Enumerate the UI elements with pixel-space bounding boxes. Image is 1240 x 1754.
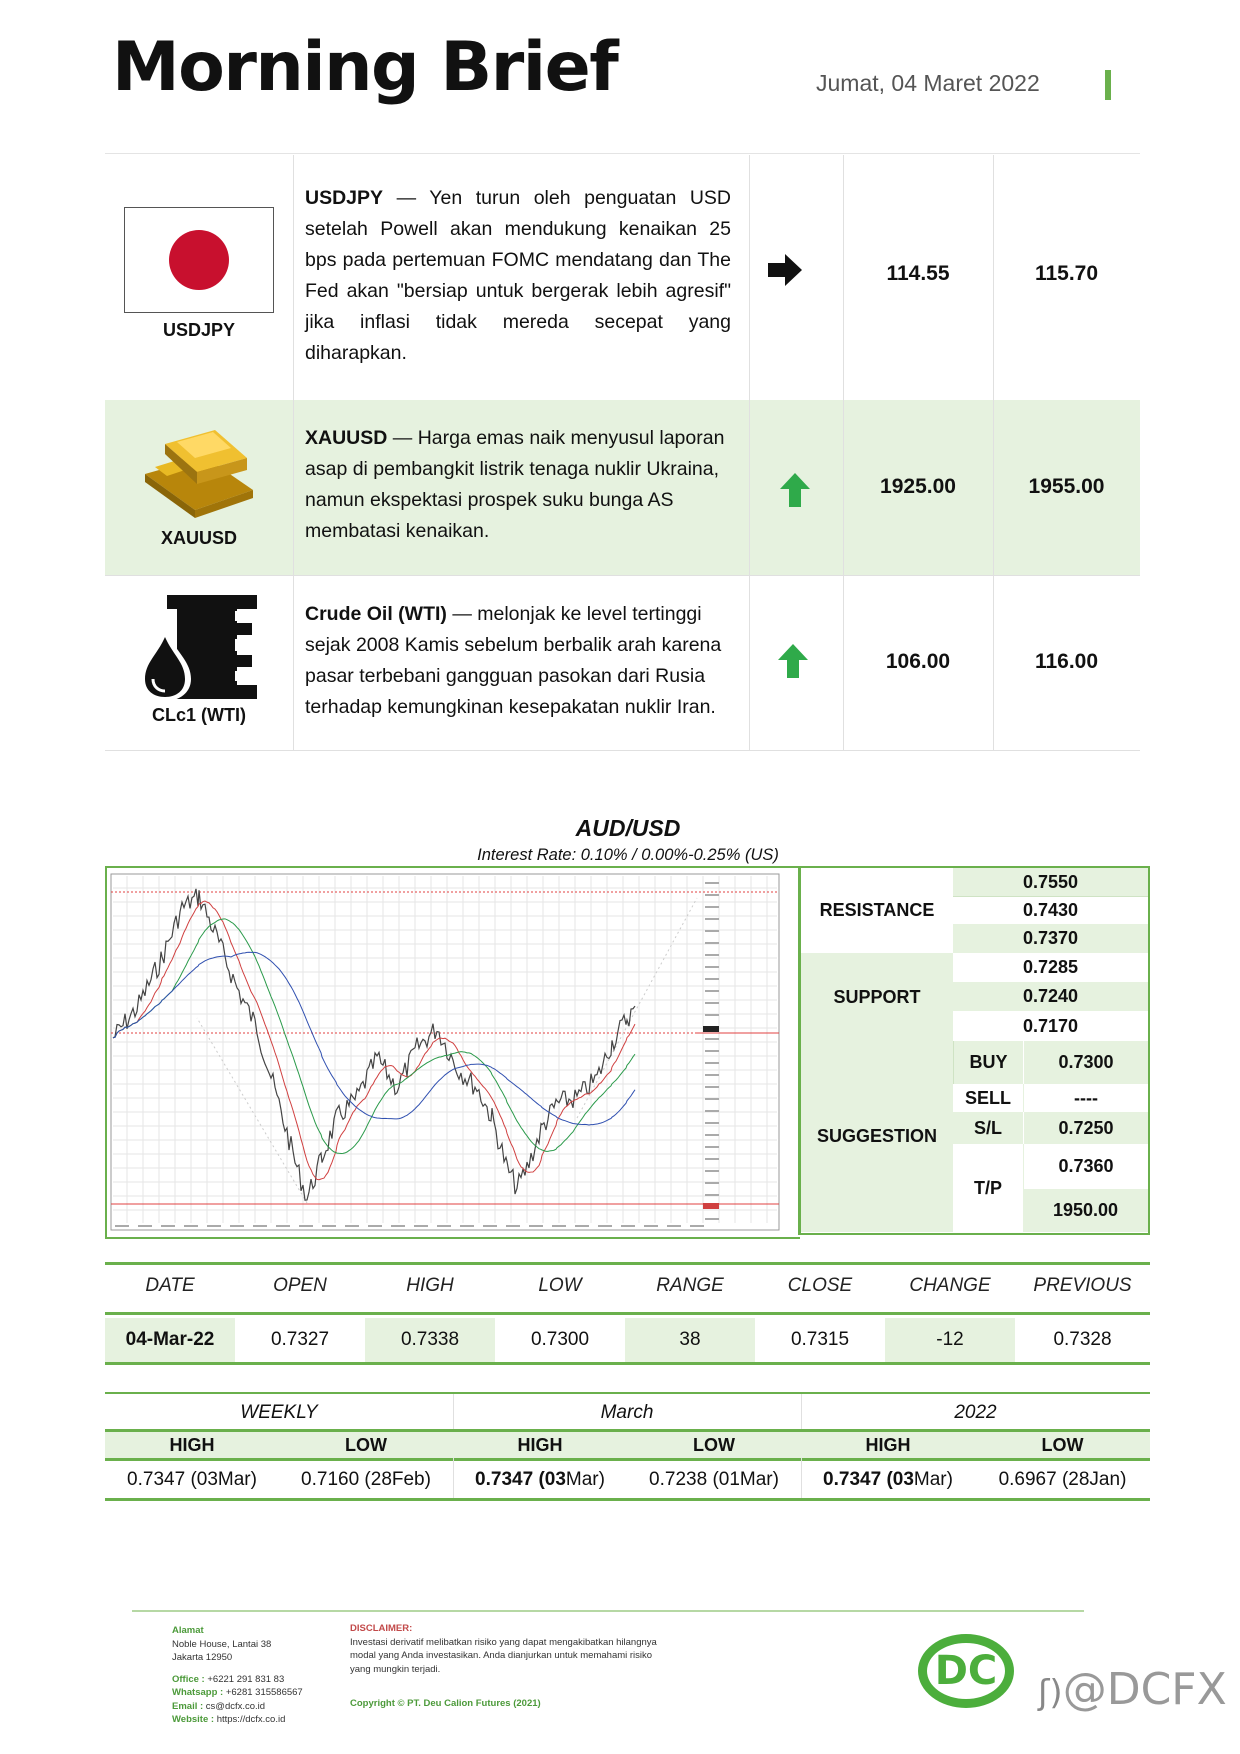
sl-value: 0.7250 xyxy=(1023,1112,1148,1144)
news-row-xauusd xyxy=(105,400,1140,575)
val-change: -12 xyxy=(885,1318,1015,1362)
asset-label: XAUUSD xyxy=(160,528,237,548)
arrow-right-icon xyxy=(767,253,803,287)
watermark: ʃ)@DCFX xyxy=(1038,1664,1227,1715)
year-high-label: HIGH xyxy=(865,1435,911,1455)
col-close: CLOSE xyxy=(787,1275,853,1296)
sl-label: S/L xyxy=(953,1112,1023,1144)
tp-label: T/P xyxy=(953,1144,1023,1232)
price-chart xyxy=(105,866,800,1239)
page-title: Morning Brief xyxy=(112,28,618,107)
val-open: 0.7327 xyxy=(235,1318,365,1362)
support-3: 0.7170 xyxy=(953,1011,1148,1041)
val-high: 0.7338 xyxy=(365,1318,495,1362)
sell-label: SELL xyxy=(953,1084,1023,1112)
weekly-low: 0.7160 (28Feb) xyxy=(301,1469,431,1490)
resistance-3: 0.7370 xyxy=(953,924,1148,953)
arrow-up-icon xyxy=(779,472,811,508)
pair-title: AUD/USD xyxy=(575,815,681,841)
buy-value: 0.7300 xyxy=(1023,1041,1148,1084)
support-label: SUPPORT xyxy=(801,953,953,1041)
header-divider xyxy=(105,153,1140,154)
col-low: LOW xyxy=(538,1275,582,1296)
range-table xyxy=(105,1392,1150,1502)
val-close: 0.7315 xyxy=(755,1318,885,1362)
val-date: 04-Mar-22 xyxy=(105,1318,235,1362)
news-body: Yen turun oleh penguatan USD setelah Powell akan mendukung kenaikan 25 bps pada pertemuan FOMC mendatang dan The Fed akan "bersiap untuk bergerak lebih agresif" jika inflasi tidak mereda secepat yang diharapkan. xyxy=(305,187,731,364)
weekly-high: 0.7347 (03Mar) xyxy=(127,1469,257,1490)
level-2: 1955.00 xyxy=(1028,475,1105,498)
report-date: Jumat, 04 Maret 2022 xyxy=(816,70,1040,96)
resistance-1: 0.7550 xyxy=(953,868,1148,896)
news-text: Crude Oil (WTI) — melonjak ke level tertinggi sejak 2008 Kamis sebelum berbalik arah karena pasar terbebani gangguan pasokan dari Rusia terhadap kemungkinan kesepakatan nuklir Iran. xyxy=(305,603,722,718)
year-high: 0.7347 (03Mar) xyxy=(823,1469,953,1490)
news-text: XAUUSD — Harga emas naik menyusul laporan asap di pembangkit listrik tenaga nuklir Ukraina, namun ekspektasi prospek suku bunga AS membatasi kenaikan. xyxy=(305,427,725,542)
level-2: 115.70 xyxy=(1034,262,1099,285)
level-2: 116.00 xyxy=(1034,650,1099,673)
email-link[interactable]: cs@dcfx.co.id xyxy=(205,1700,266,1712)
weibo-icon: ʃ) xyxy=(1038,1673,1063,1713)
footer-disclaimer: DISCLAIMER: Investasi derivatif melibatkan risiko yang dapat mengakibatkan hilangnya modal yang Anda investasikan. Anda dianjurkan untuk memahami risiko yang mungkin terjadi. xyxy=(350,1623,657,1675)
weekly-low-label: LOW xyxy=(345,1435,387,1455)
level-1: 114.55 xyxy=(886,262,950,285)
asset-label: CLc1 (WTI) xyxy=(152,705,246,725)
japan-flag-icon xyxy=(124,207,274,313)
group-weekly: WEEKLY xyxy=(240,1402,318,1423)
month-low: 0.7238 (01Mar) xyxy=(649,1469,779,1490)
copyright: Copyright © PT. Deu Calion Futures (2021) xyxy=(350,1698,541,1709)
buy-label: BUY xyxy=(953,1041,1023,1084)
arrow-up-icon xyxy=(777,643,809,679)
news-headline: XAUUSD xyxy=(305,427,388,449)
support-2: 0.7240 xyxy=(953,982,1148,1011)
group-month: March xyxy=(600,1402,654,1423)
col-open: OPEN xyxy=(273,1275,327,1296)
group-year: 2022 xyxy=(954,1402,997,1423)
footer-address: Alamat Noble House, Lantai 38 Jakarta 12950 Office : +6221 291 831 83 Whatsapp : +6281 315586567 Email : cs@dcfx.co.id Website : https://dcfx.co.id xyxy=(172,1624,352,1727)
month-high-label: HIGH xyxy=(517,1435,563,1455)
interest-rate: Interest Rate: 0.10% / 0.00%-0.25% (US) xyxy=(477,846,779,864)
news-row-wti xyxy=(105,575,1140,750)
footer-divider xyxy=(132,1610,1084,1612)
month-low-label: LOW xyxy=(693,1435,735,1455)
accent-bar xyxy=(1105,70,1111,100)
val-range: 38 xyxy=(625,1318,755,1362)
tp-value-1: 0.7360 xyxy=(1023,1144,1148,1189)
news-headline: USDJPY xyxy=(305,187,384,209)
support-1: 0.7285 xyxy=(953,953,1148,982)
sell-value: ---- xyxy=(1023,1084,1148,1112)
resistance-2: 0.7430 xyxy=(953,896,1148,924)
col-date: DATE xyxy=(145,1275,195,1296)
tp-value-2: 1950.00 xyxy=(1023,1189,1148,1232)
price-chart-image xyxy=(107,868,800,1237)
level-1: 106.00 xyxy=(885,650,951,673)
news-body: melonjak ke level tertinggi sejak 2008 Kamis sebelum berbalik arah karena pasar terbebani gangguan pasokan dari Rusia terhadap kemungkinan kesepakatan nuklir Iran. xyxy=(305,603,722,718)
weekly-high-label: HIGH xyxy=(169,1435,215,1455)
val-previous: 0.7328 xyxy=(1015,1318,1150,1362)
month-high: 0.7347 (03Mar) xyxy=(475,1469,605,1490)
suggestion-label: SUGGESTION xyxy=(801,1041,953,1232)
oil-barrel-icon xyxy=(137,593,261,701)
col-change: CHANGE xyxy=(909,1275,991,1296)
asset-label: USDJPY xyxy=(162,320,236,340)
company-logo: DC xyxy=(918,1634,1014,1708)
level-1: 1925.00 xyxy=(880,475,956,498)
col-range: RANGE xyxy=(656,1275,724,1296)
news-body: Harga emas naik menyusul laporan asap di pembangkit listrik tenaga nuklir Ukraina, namun ekspektasi prospek suku bunga AS membatasi kenaikan. xyxy=(305,427,725,542)
website-link[interactable]: https://dcfx.co.id xyxy=(216,1714,286,1725)
col-high: HIGH xyxy=(406,1275,454,1296)
year-low: 0.6967 (28Jan) xyxy=(998,1469,1127,1490)
levels-table xyxy=(798,866,1150,1235)
address-title: Alamat xyxy=(172,1625,204,1636)
news-row-usdjpy xyxy=(105,155,1140,400)
gold-bars-icon xyxy=(135,422,260,522)
val-low: 0.7300 xyxy=(495,1318,625,1362)
resistance-label: RESISTANCE xyxy=(801,868,953,953)
news-headline: Crude Oil (WTI) xyxy=(305,603,447,625)
col-previous: PREVIOUS xyxy=(1033,1275,1132,1296)
news-text: USDJPY — Yen turun oleh penguatan USD setelah Powell akan mendukung kenaikan 25 bps pada pertemuan FOMC mendatang dan The Fed akan "bersiap untuk bergerak lebih agresif" jika inflasi tidak mereda secepat yang diharapkan. xyxy=(305,187,731,364)
year-low-label: LOW xyxy=(1041,1435,1084,1455)
